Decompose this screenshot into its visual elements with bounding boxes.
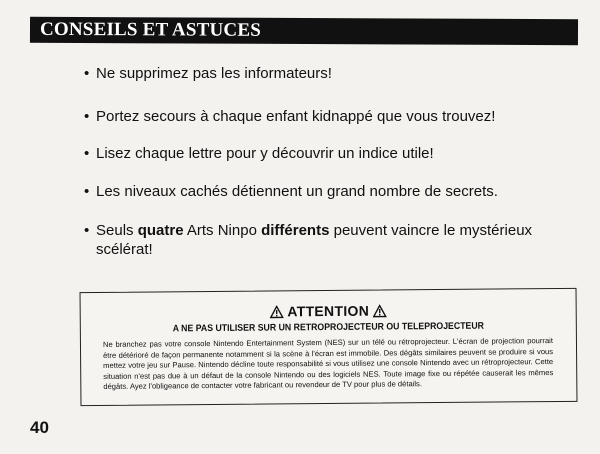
warning-triangle-icon	[373, 304, 387, 317]
notice-title-row	[81, 301, 576, 321]
bullet: •	[84, 183, 90, 200]
section-title: CONSEILS ET ASTUCES	[39, 18, 262, 41]
tip-text-pre: Seuls	[96, 222, 138, 239]
tip-item	[84, 144, 434, 163]
tip-item	[84, 221, 576, 259]
notice-title: ATTENTION	[287, 302, 370, 320]
bullet: •	[84, 65, 90, 82]
tip-text: Ne supprimez pas les informateurs!	[96, 65, 332, 82]
warning-notice-box	[80, 288, 578, 406]
bullet: •	[84, 108, 90, 125]
tip-item	[84, 182, 498, 201]
tip-text: Les niveaux cachés détiennent un grand nombre de secrets.	[96, 183, 498, 200]
tip-emphasis: quatre	[137, 222, 184, 239]
bullet: •	[84, 222, 90, 239]
notice-body: Ne branchez pas votre console Nintendo Entertainment System (NES) sur un télé ou rétroprojecteur. L'écran de projection pourrait être détérioré de façon permanente notamment si la scène à l'écran est immobile. Des dégâts similaires peuvent se produire si vous mettez votre jeu sur Pause. Nintendo décline toute responsabilité si vous utilisez une console Nintendo avec un rétroprojecteur. Cette situation n'est pas due à un défaut de la console Nintendo ou des logiciels NES. Toute image fixe ou répétée causerait les mêmes dégâts. Ayez l'obligeance de contacter votre fabricant ou revendeur de TV pour plus de détails.	[102, 336, 554, 392]
tip-text-post: peuvent vaincre le mystérieux scélérat!	[96, 222, 533, 258]
section-header	[30, 17, 578, 45]
bullet: •	[84, 145, 90, 162]
warning-triangle-icon	[269, 305, 283, 318]
notice-subtitle: A NE PAS UTILISER SUR UN RETROPROJECTEUR OU TELEPROJECTEUR	[172, 320, 485, 335]
tip-item	[84, 107, 495, 126]
tip-item	[84, 64, 332, 83]
tip-text: Lisez chaque lettre pour y découvrir un indice utile!	[96, 145, 434, 162]
tip-emphasis: différents	[261, 222, 330, 239]
tip-text-mid: Arts Ninpo	[183, 222, 262, 239]
page-number: 40	[30, 418, 49, 437]
tip-text: Portez secours à chaque enfant kidnappé que vous trouvez!	[96, 108, 496, 125]
